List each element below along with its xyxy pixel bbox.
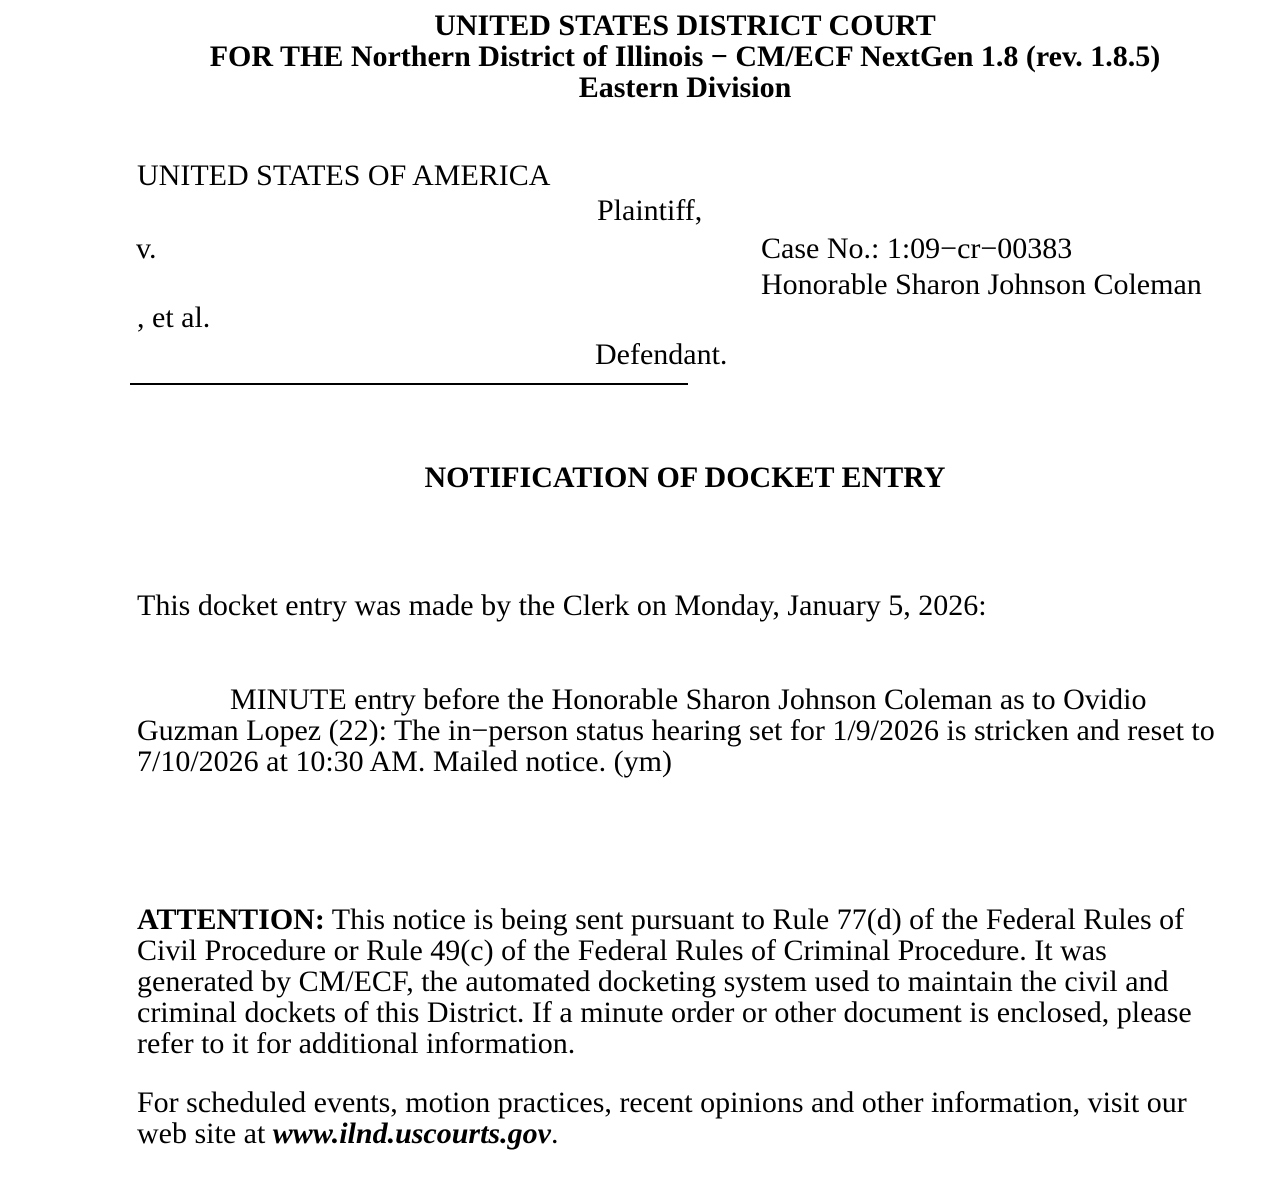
court-header [137, 10, 1233, 103]
versus-marker: v. [136, 232, 157, 265]
defendant-name: , et al. [137, 301, 211, 334]
attention-paragraph [137, 904, 1212, 1059]
website-suffix-text: . [550, 1117, 559, 1150]
website-prefix-text: For scheduled events, motion practices, recent opinions and other information, visit our web site at [137, 1086, 1187, 1150]
document-title: NOTIFICATION OF DOCKET ENTRY [424, 461, 946, 494]
website-paragraph [137, 1087, 1212, 1149]
plaintiff-name: UNITED STATES OF AMERICA [137, 159, 551, 192]
attention-text: This notice is being sent pursuant to Rule 77(d) of the Federal Rules of Civil Procedure or Rule 49(c) of the Federal Rules of Criminal Procedure. It was generated by CM/ECF, the automated docketing system used to maintain the civil and criminal dockets of this District. If a minute order or other document is enclosed, please refer to it for additional information. [137, 903, 1192, 1060]
court-name: UNITED STATES DISTRICT COURT [434, 9, 936, 42]
website-url: www.ilnd.uscourts.gov [272, 1117, 551, 1150]
court-division: Eastern Division [578, 71, 792, 104]
plaintiff-label: Plaintiff, [597, 194, 703, 227]
defendant-label: Defendant. [595, 338, 728, 371]
court-district: FOR THE Northern District of Illinois − CM/ECF NextGen 1.8 (rev. 1.8.5) [209, 40, 1161, 73]
minute-entry-text: MINUTE entry before the Honorable Sharon Johnson Coleman as to Ovidio Guzman Lopez (22): The in−person status hearing set for 1/9/2026 is stricken and reset to 7/10/2026 at 10:30 AM. Mailed notice. (ym) [137, 683, 1215, 778]
attention-label: ATTENTION: [137, 903, 325, 936]
caption-divider-line [130, 383, 688, 385]
clerk-entry-line: This docket entry was made by the Clerk on Monday, January 5, 2026: [137, 589, 987, 622]
case-number: Case No.: 1:09−cr−00383 [761, 232, 1073, 265]
judge-name: Honorable Sharon Johnson Coleman [761, 268, 1202, 301]
